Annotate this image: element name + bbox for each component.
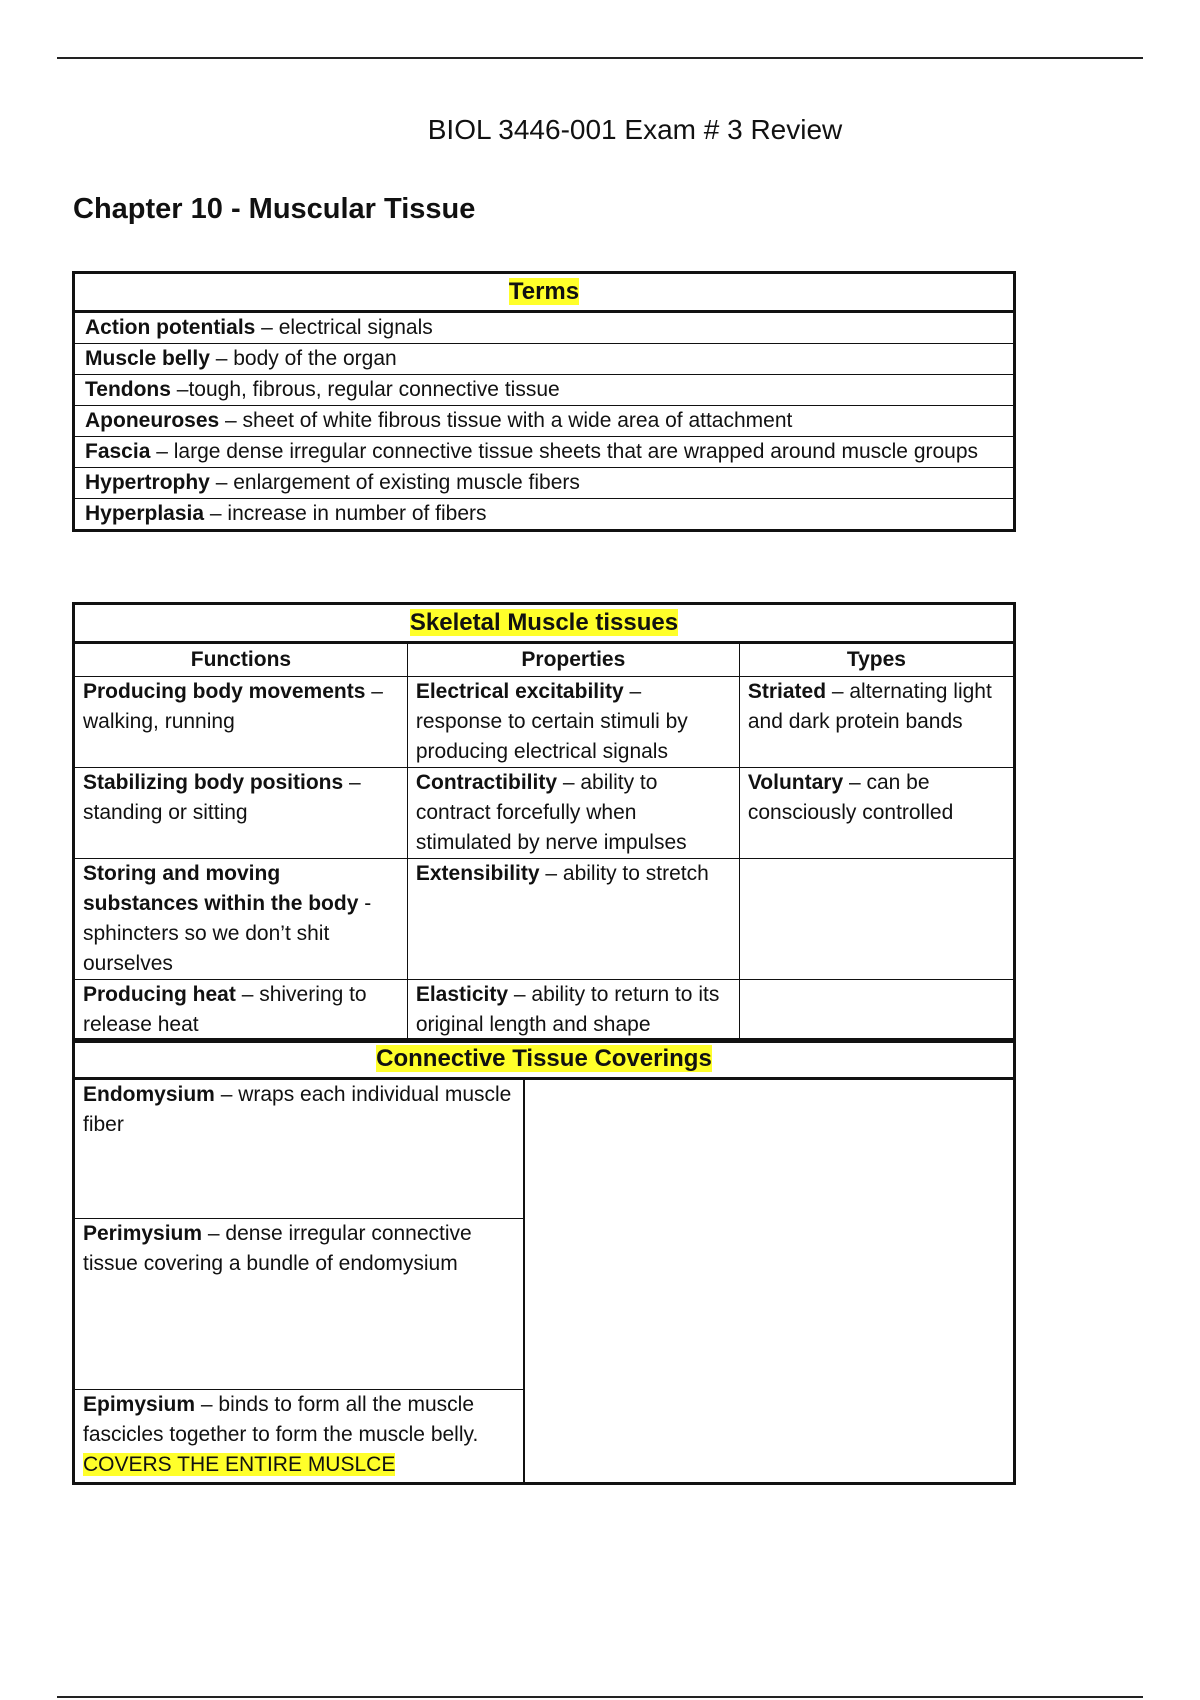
table-row	[74, 468, 1015, 499]
property-cell: Contractibility – ability to contract forcefully when stimulated by nerve impulses	[407, 768, 739, 859]
function-cell: Producing body movements – walking, running	[74, 677, 408, 768]
covering-cell: Epimysium – binds to form all the muscle fascicles together to form the muscle belly. COVERS THE ENTIRE MUSLCE	[74, 1390, 525, 1484]
chapter-heading: Chapter 10 - Muscular Tissue	[73, 193, 476, 225]
definition: –tough, fibrous, regular connective tissue	[170, 378, 560, 401]
column-headers	[74, 643, 1015, 677]
document-title: BIOL 3446-001 Exam # 3 Review	[427, 114, 843, 145]
function-cell: Storing and moving substances within the body - sphincters so we don’t shit ourselves	[74, 859, 408, 980]
type-cell: Striated – alternating light and dark protein bands	[739, 677, 1014, 768]
table-row	[74, 677, 1015, 768]
terms-table	[72, 271, 1016, 532]
column-header-functions: Functions	[74, 643, 408, 677]
function-cell: Stabilizing body positions – standing or sitting	[74, 768, 408, 859]
type-cell-empty	[739, 859, 1014, 980]
table-row	[74, 859, 1015, 980]
table-row	[74, 1079, 1015, 1219]
top-rule	[57, 57, 1143, 59]
type-cell: Voluntary – can be consciously controlled	[739, 768, 1014, 859]
table-row	[74, 406, 1015, 437]
table-row	[74, 437, 1015, 468]
property-cell: Extensibility – ability to stretch	[407, 859, 739, 980]
column-header-properties: Properties	[407, 643, 739, 677]
table-row	[74, 375, 1015, 406]
definition: – body of the organ	[209, 347, 397, 370]
definition: – electrical signals	[255, 316, 433, 339]
terms-caption: Terms	[74, 273, 1015, 312]
covering-cell: Perimysium – dense irregular connective tissue covering a bundle of endomysium	[74, 1219, 525, 1390]
table-row	[74, 312, 1015, 344]
table-row	[74, 344, 1015, 375]
column-header-types: Types	[739, 643, 1014, 677]
term: Hyperplasia	[85, 502, 205, 525]
term: Aponeuroses	[85, 409, 220, 432]
table-row	[74, 499, 1015, 531]
term: Tendons	[85, 378, 171, 401]
term: Hypertrophy	[85, 471, 210, 494]
table-row	[74, 980, 1015, 1042]
table-row	[74, 768, 1015, 859]
term: Fascia	[85, 440, 151, 463]
blank-image-area	[524, 1079, 1014, 1484]
property-cell: Elasticity – ability to return to its original length and shape	[407, 980, 739, 1042]
type-cell-empty	[739, 980, 1014, 1042]
covering-cell: Endomysium – wraps each individual muscle fiber	[74, 1079, 525, 1219]
highlighted-note: COVERS THE ENTIRE MUSLCE	[83, 1453, 396, 1476]
term: Action potentials	[85, 316, 256, 339]
skeletal-caption: Skeletal Muscle tissues	[74, 604, 1015, 643]
coverings-caption: Connective Tissue Coverings	[74, 1040, 1015, 1079]
definition: – large dense irregular connective tissue sheets that are wrapped around muscle groups	[150, 440, 979, 463]
function-cell: Producing heat – shivering to release heat	[74, 980, 408, 1042]
skeletal-muscle-table	[72, 602, 1016, 1043]
definition: – sheet of white fibrous tissue with a wide area of attachment	[219, 409, 793, 432]
property-cell: Electrical excitability – response to certain stimuli by producing electrical signals	[407, 677, 739, 768]
definition: – increase in number of fibers	[204, 502, 487, 525]
bottom-rule	[57, 1696, 1143, 1698]
definition: – enlargement of existing muscle fibers	[209, 471, 580, 494]
term: Muscle belly	[85, 347, 210, 370]
connective-tissue-coverings-table	[72, 1038, 1016, 1485]
